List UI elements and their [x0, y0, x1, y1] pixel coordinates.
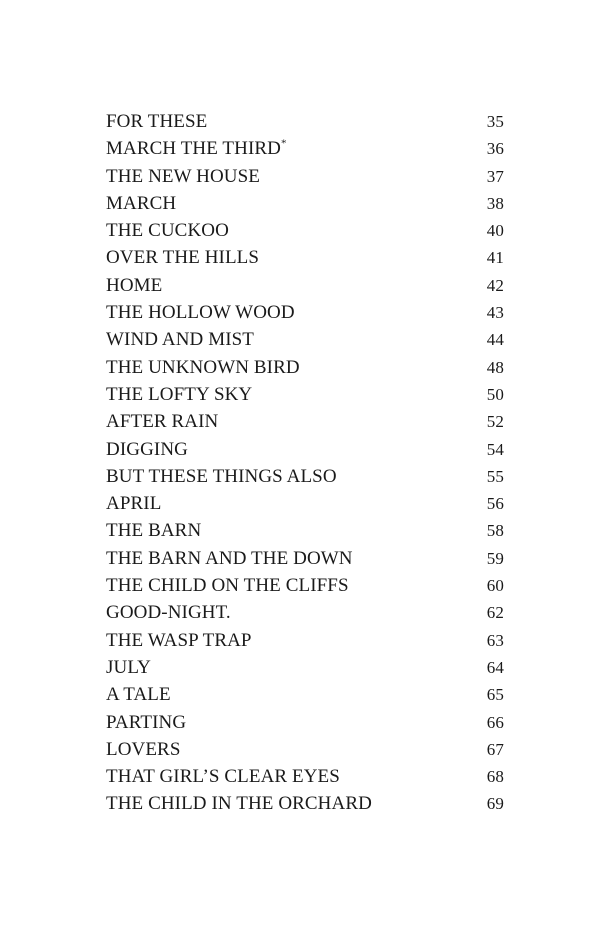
toc-entry-title-text: THE LOFTY SKY — [106, 383, 253, 405]
toc-entry-page-number: 44 — [486, 330, 504, 350]
toc-entry — [106, 436, 504, 463]
toc-entry-title-text: THE WASP TRAP — [106, 629, 252, 651]
toc-entry — [106, 135, 504, 162]
toc-entry — [106, 490, 504, 517]
toc-entry-page-number: 36 — [486, 139, 504, 159]
toc-entry-page-number: 67 — [486, 739, 504, 759]
toc-entry-page-number: 55 — [486, 466, 504, 486]
toc-entry-page-number: 63 — [486, 630, 504, 650]
toc-entry-title-text: GOOD-NIGHT. — [106, 602, 231, 624]
toc-entry — [106, 381, 504, 408]
toc-entry-page-number: 58 — [486, 521, 504, 541]
toc-entry — [106, 326, 504, 353]
toc-entry-title — [106, 408, 218, 435]
toc-entry-page-number: 50 — [486, 384, 504, 404]
toc-entry-title — [106, 572, 349, 599]
toc-entry-title-text: MARCH — [106, 192, 177, 214]
toc-entry-page-number: 64 — [486, 657, 504, 677]
toc-entry-page-number: 66 — [486, 712, 504, 732]
toc-entry-title-text: THE CHILD ON THE CLIFFS — [106, 575, 349, 597]
toc-entry — [106, 408, 504, 435]
toc-entry — [106, 545, 504, 572]
toc-entry — [106, 763, 504, 790]
toc-entry-page-number: 40 — [486, 221, 504, 241]
toc-entry-title — [106, 326, 254, 353]
toc-entry-title-text: THE CUCKOO — [106, 220, 229, 242]
toc-entry-page-number: 38 — [486, 193, 504, 213]
toc-entry-title-text: A TALE — [106, 684, 171, 706]
toc-entry-page-number: 56 — [486, 494, 504, 514]
toc-entry-title-text: LOVERS — [106, 738, 181, 760]
toc-entry — [106, 599, 504, 626]
toc-entry-title — [106, 190, 176, 217]
toc-entry-title-text: THE CHILD IN THE ORCHARD — [106, 793, 372, 815]
toc-entry-title-text: APRIL — [106, 493, 162, 515]
toc-entry — [106, 790, 504, 817]
toc-entry — [106, 163, 504, 190]
toc-entry — [106, 217, 504, 244]
toc-entry-title — [106, 135, 287, 162]
toc-entry-title — [106, 599, 231, 626]
toc-entry-title — [106, 627, 252, 654]
toc-entry-title — [106, 517, 201, 544]
toc-entry — [106, 244, 504, 271]
toc-entry-title-text: HOME — [106, 274, 163, 296]
toc-entry-title-text: PARTING — [106, 711, 187, 733]
toc-entry-title — [106, 736, 181, 763]
table-of-contents — [106, 108, 504, 818]
toc-entry-page-number: 43 — [486, 303, 504, 323]
toc-entry — [106, 463, 504, 490]
toc-entry-page-number: 65 — [486, 685, 504, 705]
toc-entry-page-number: 52 — [486, 412, 504, 432]
toc-entry-page-number: 42 — [486, 275, 504, 295]
toc-entry-title — [106, 108, 207, 135]
toc-entry-title — [106, 381, 252, 408]
toc-entry-page-number: 59 — [486, 548, 504, 568]
toc-entry-title — [106, 272, 162, 299]
footnote-marker: * — [280, 137, 287, 150]
toc-entry-title — [106, 545, 353, 572]
toc-entry-title-text: MARCH THE THIRD — [106, 138, 281, 160]
toc-entry-title-text: BUT THESE THINGS ALSO — [106, 465, 337, 487]
toc-entry-title — [106, 217, 229, 244]
toc-entry-title-text: THE BARN — [106, 520, 202, 542]
toc-entry — [106, 627, 504, 654]
toc-entry-page-number: 35 — [486, 112, 504, 131]
toc-entry-title-text: WIND AND MIST — [106, 329, 255, 351]
toc-entry — [106, 681, 504, 708]
toc-entry — [106, 108, 504, 135]
toc-entry-title — [106, 654, 151, 681]
toc-entry-page-number: 62 — [486, 603, 504, 623]
toc-entry-title-text: THE BARN AND THE DOWN — [106, 547, 353, 569]
toc-entry-title — [106, 681, 171, 708]
toc-entry — [106, 709, 504, 736]
toc-entry-title-text: THE UNKNOWN BIRD — [106, 356, 300, 378]
toc-entry — [106, 299, 504, 326]
toc-entry-title-text: THE HOLLOW WOOD — [106, 302, 295, 324]
toc-entry-page-number: 69 — [486, 794, 504, 814]
toc-entry-title-text: OVER THE HILLS — [106, 247, 260, 269]
toc-entry-title-text: JULY — [106, 656, 151, 678]
toc-entry-title-text: AFTER RAIN — [106, 411, 219, 433]
toc-entry-page-number: 37 — [486, 166, 504, 186]
toc-entry-title — [106, 463, 337, 490]
toc-entry — [106, 517, 504, 544]
toc-entry-title — [106, 763, 340, 790]
toc-entry-title — [106, 299, 295, 326]
toc-entry — [106, 572, 504, 599]
toc-entry-page-number: 54 — [486, 439, 504, 459]
toc-entry — [106, 190, 504, 217]
toc-entry — [106, 736, 504, 763]
toc-entry-page-number: 41 — [486, 248, 504, 268]
toc-entry-title-text: THAT GIRL’S CLEAR EYES — [106, 766, 340, 788]
toc-entry-title-text: FOR THESE — [106, 111, 208, 132]
toc-entry-title-text: DIGGING — [106, 438, 188, 460]
toc-entry-title — [106, 244, 259, 271]
toc-entry-title — [106, 709, 186, 736]
toc-entry-page-number: 48 — [486, 357, 504, 377]
toc-entry — [106, 272, 504, 299]
toc-entry-title — [106, 490, 161, 517]
toc-entry-page-number: 60 — [486, 576, 504, 596]
toc-entry-title-text: THE NEW HOUSE — [106, 165, 260, 187]
toc-entry-title — [106, 790, 372, 817]
toc-entry-title — [106, 436, 188, 463]
toc-entry-title — [106, 163, 260, 190]
toc-entry-title — [106, 354, 300, 381]
toc-entry — [106, 654, 504, 681]
toc-entry — [106, 354, 504, 381]
toc-entry-page-number: 68 — [486, 767, 504, 787]
